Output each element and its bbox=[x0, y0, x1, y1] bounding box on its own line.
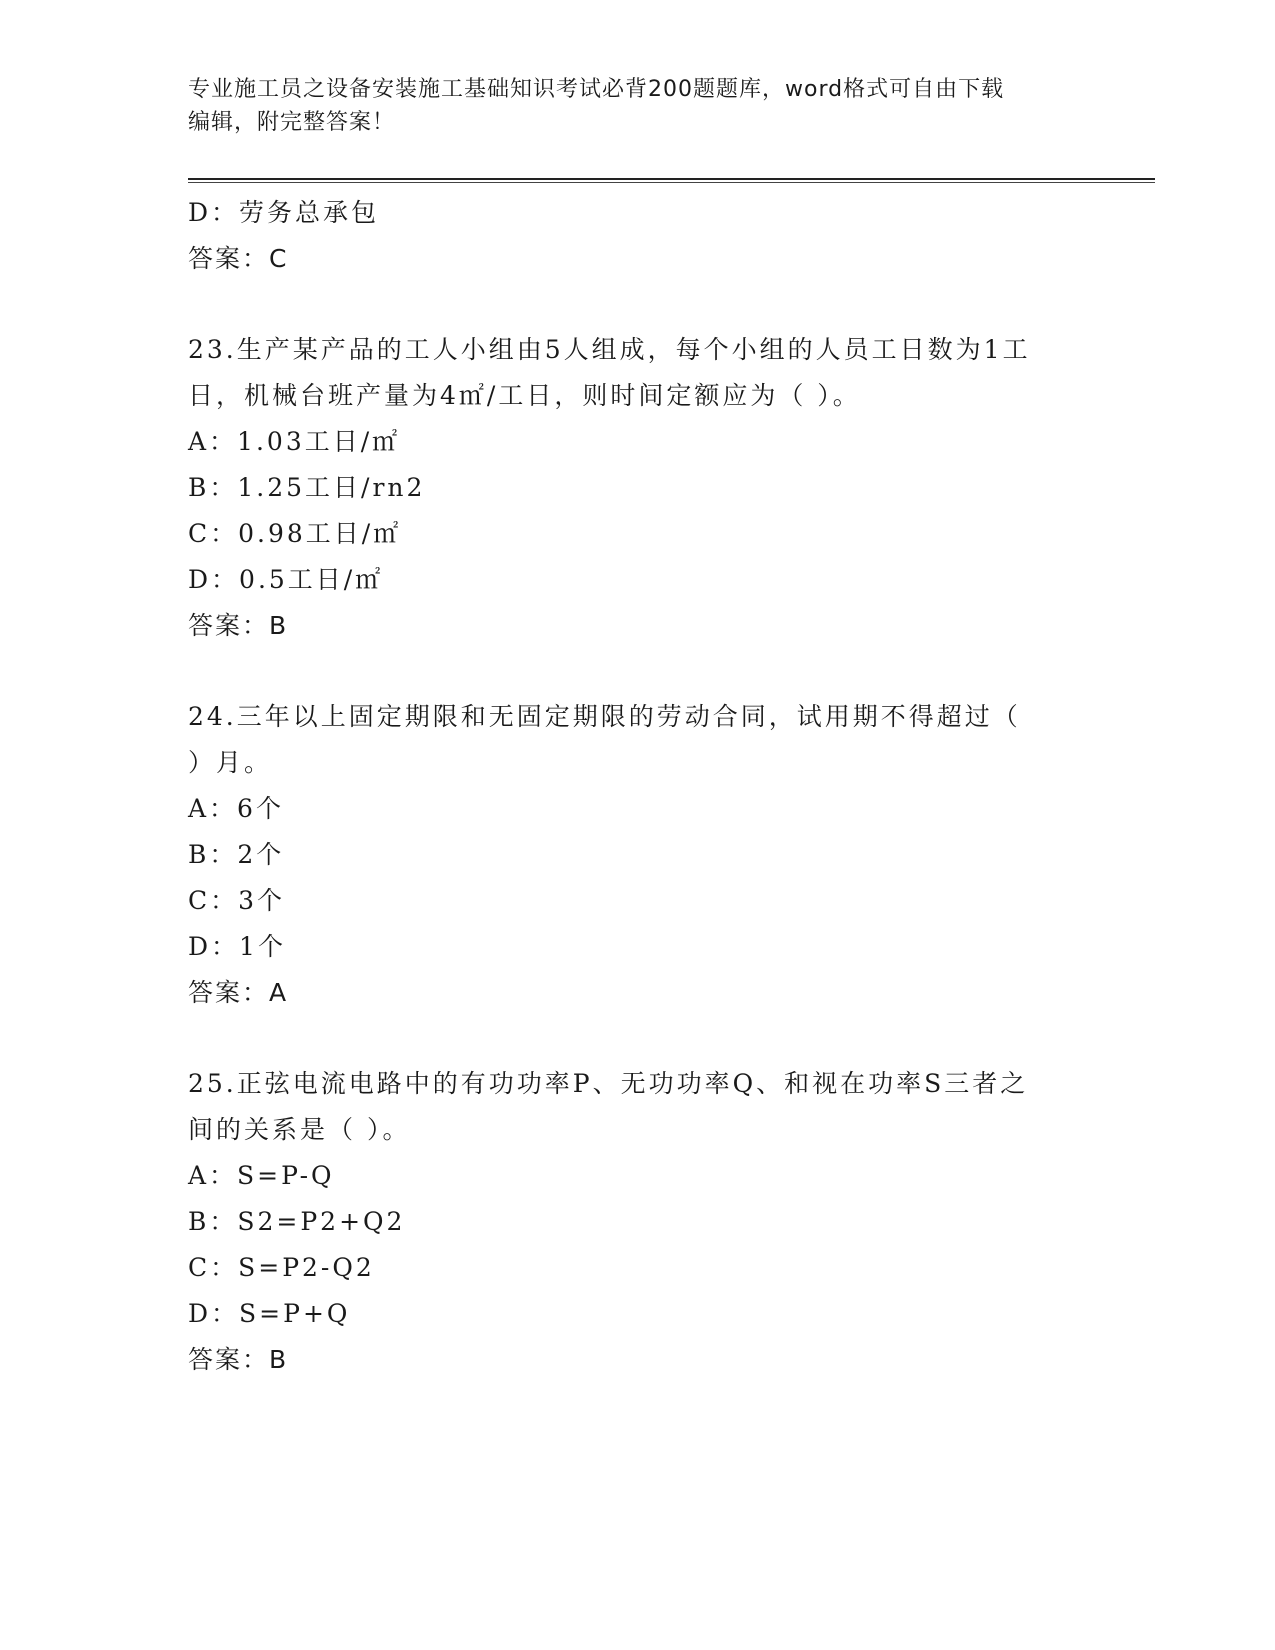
question-24-option-a: A：6个 bbox=[188, 794, 284, 823]
question-24-option-b: B：2个 bbox=[188, 840, 285, 869]
question-22 bbox=[188, 190, 1088, 282]
question-23-option-b: B：1.25工日/rn2 bbox=[188, 473, 426, 502]
question-23 bbox=[188, 327, 1088, 649]
document-header bbox=[188, 73, 1068, 139]
header-divider-thick bbox=[188, 178, 1155, 180]
question-23-option-a: A：1.03工日/㎡ bbox=[188, 427, 401, 456]
question-23-answer: 答案：B bbox=[188, 611, 289, 640]
question-spacer bbox=[188, 282, 1088, 327]
header-divider-thin bbox=[188, 182, 1155, 183]
question-24-stem-line-2: ）月。 bbox=[188, 748, 273, 777]
question-24-answer: 答案：A bbox=[188, 978, 289, 1007]
question-25-answer: 答案：B bbox=[188, 1345, 289, 1374]
question-22-answer: 答案：C bbox=[188, 244, 289, 273]
question-spacer bbox=[188, 1016, 1088, 1061]
question-25-option-d: D：S=P+Q bbox=[188, 1299, 351, 1328]
question-25-stem-line-1: 25.正弦电流电路中的有功功率P、无功功率Q、和视在功率S三者之 bbox=[188, 1069, 1029, 1098]
question-25-option-c: C：S=P2-Q2 bbox=[188, 1253, 375, 1282]
question-25-option-b: B：S2=P2+Q2 bbox=[188, 1207, 406, 1236]
question-25-stem-line-2: 间的关系是（ ）。 bbox=[188, 1115, 411, 1144]
question-24-option-d: D：1个 bbox=[188, 932, 286, 961]
question-24 bbox=[188, 694, 1088, 1016]
question-25 bbox=[188, 1061, 1088, 1383]
question-25-option-a: A：S=P-Q bbox=[188, 1161, 335, 1190]
question-23-stem-line-1: 23.生产某产品的工人小组由5人组成，每个小组的人员工日数为1工 bbox=[188, 335, 1031, 364]
header-title-line-2: 编辑，附完整答案！ bbox=[188, 110, 396, 135]
question-spacer bbox=[188, 649, 1088, 694]
question-22-option-d: D：劳务总承包 bbox=[188, 198, 380, 227]
question-24-stem-line-1: 24.三年以上固定期限和无固定期限的劳动合同，试用期不得超过（ bbox=[188, 702, 1021, 731]
question-23-option-c: C：0.98工日/㎡ bbox=[188, 519, 402, 548]
question-24-option-c: C：3个 bbox=[188, 886, 286, 915]
question-23-option-d: D：0.5工日/㎡ bbox=[188, 565, 384, 594]
question-23-stem-line-2: 日，机械台班产量为4㎡/工日，则时间定额应为（ ）。 bbox=[188, 381, 861, 410]
question-content bbox=[188, 190, 1088, 1383]
header-title-line-1: 专业施工员之设备安装施工基础知识考试必背200题题库，word格式可自由下载 bbox=[188, 77, 1005, 102]
